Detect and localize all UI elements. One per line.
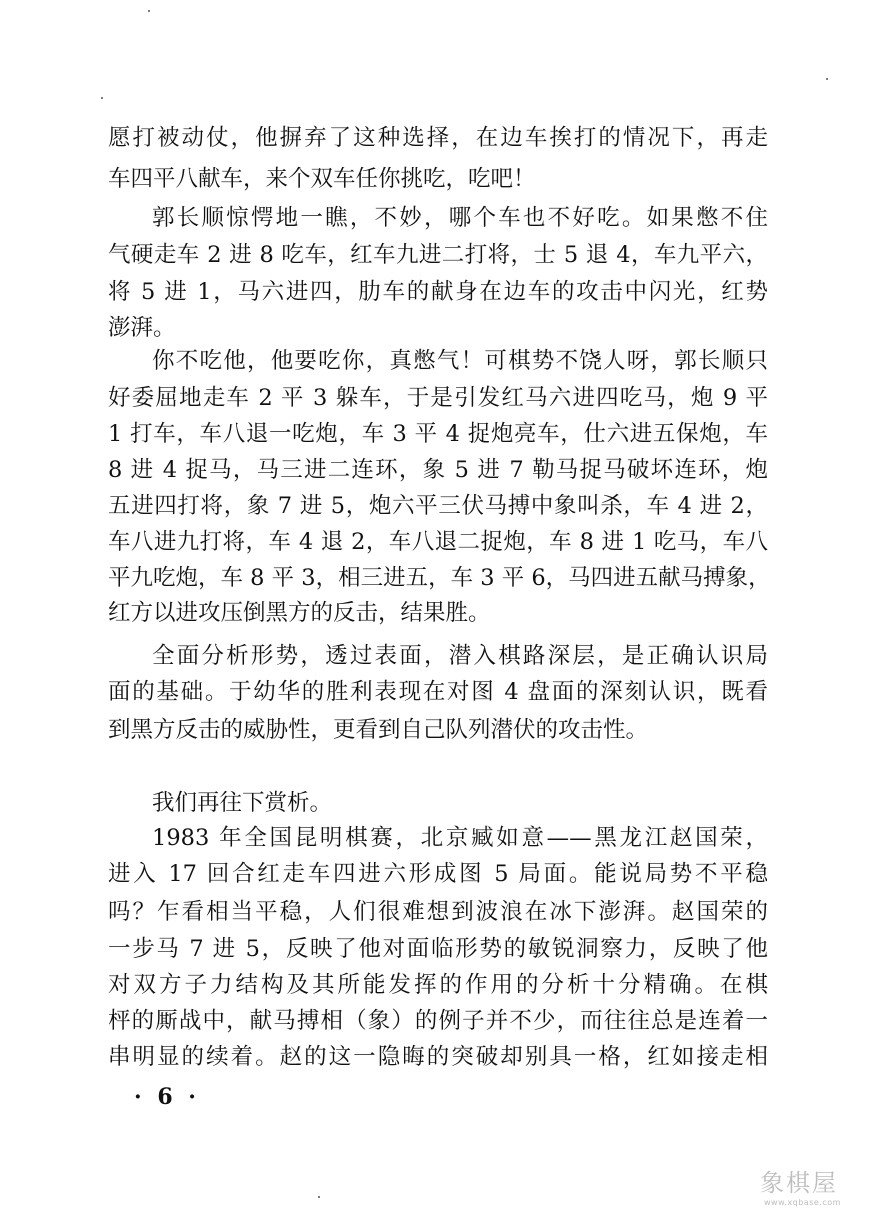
text-line: 一步马 7 进 5，反映了他对面临形势的敏锐洞察力，反映了他 [108, 936, 768, 962]
text-line: 红方以进攻压倒黑方的反击，结果胜。 [108, 600, 491, 626]
text-line: 车八进九打将，车 4 退 2，车八退二捉炮，车 8 进 1 吃马，车八 [108, 529, 768, 555]
text-line: 对双方子力结构及其所能发挥的作用的分析十分精确。在棋 [108, 972, 768, 998]
text-line: 好委屈地走车 2 平 3 躲车，于是引发红马六进四吃马，炮 9 平 [108, 385, 768, 411]
watermark-url: www.xqbase.com [764, 1198, 841, 1207]
paragraph-first-line: 1983 年全国昆明棋赛，北京臧如意——黑龙江赵国荣， [152, 825, 768, 851]
page-number: · 6 · [134, 1084, 200, 1110]
text-line: 气硬走车 2 进 8 吃车，红车九进二打将，士 5 退 4，车九平六， [108, 242, 768, 268]
paragraph-first-line: 我们再往下赏析。 [152, 790, 333, 816]
scan-speck [148, 10, 150, 12]
text-line: 到黑方反击的威胁性，更看到自己队列潜伏的攻击性。 [108, 717, 649, 743]
text-line: 枰的厮战中，献马搏相（象）的例子并不少，而往往总是连着一 [108, 1008, 768, 1034]
text-line: 五进四打将，象 7 进 5，炮六平三伏马搏中象叫杀，车 4 进 2， [108, 493, 768, 519]
text-line: 愿打被动仗，他摒弃了这种选择，在边车挨打的情况下，再走 [108, 125, 768, 151]
paragraph-first-line: 你不吃他，他要吃你，真憋气！可棋势不饶人呀，郭长顺只 [152, 348, 768, 374]
text-line: 进入 17 回合红走车四进六形成图 5 局面。能说局势不平稳 [108, 861, 768, 887]
text-line: 吗？乍看相当平稳，人们很难想到波浪在冰下澎湃。赵国荣的 [108, 899, 768, 925]
site-watermark [760, 1168, 872, 1224]
text-line: 串明显的续着。赵的这一隐晦的突破却别具一格，红如接走相 [108, 1044, 768, 1070]
scan-speck [318, 1196, 320, 1198]
paragraph-first-line: 全面分析形势，透过表面，潜入棋路深层，是正确认识局 [152, 643, 768, 669]
text-line: 面的基础。于幼华的胜利表现在对图 4 盘面的深刻认识，既看 [108, 679, 768, 705]
text-line: 8 进 4 捉马，马三进二连环，象 5 进 7 勒马捉马破坏连环，炮 [108, 457, 768, 483]
watermark-logo-text: 象棋屋 [760, 1169, 838, 1197]
text-line: 平九吃炮，车 8 平 3，相三进五，车 3 平 6，马四进五献马搏象， [108, 565, 771, 591]
scan-speck [101, 97, 103, 99]
text-line: 澎湃。 [108, 315, 176, 341]
text-line: 车四平八献车，来个双车任你挑吃，吃吧！ [108, 166, 536, 192]
paragraph-first-line: 郭长顺惊愕地一瞧，不妙，哪个车也不好吃。如果憋不住 [152, 205, 768, 231]
text-line: 将 5 进 1，马六进四，肋车的献身在边车的攻击中闪光，红势 [108, 279, 768, 305]
scan-speck [826, 78, 828, 80]
text-line: 1 打车，车八退一吃炮，车 3 平 4 捉炮亮车，仕六进五保炮，车 [108, 421, 768, 447]
